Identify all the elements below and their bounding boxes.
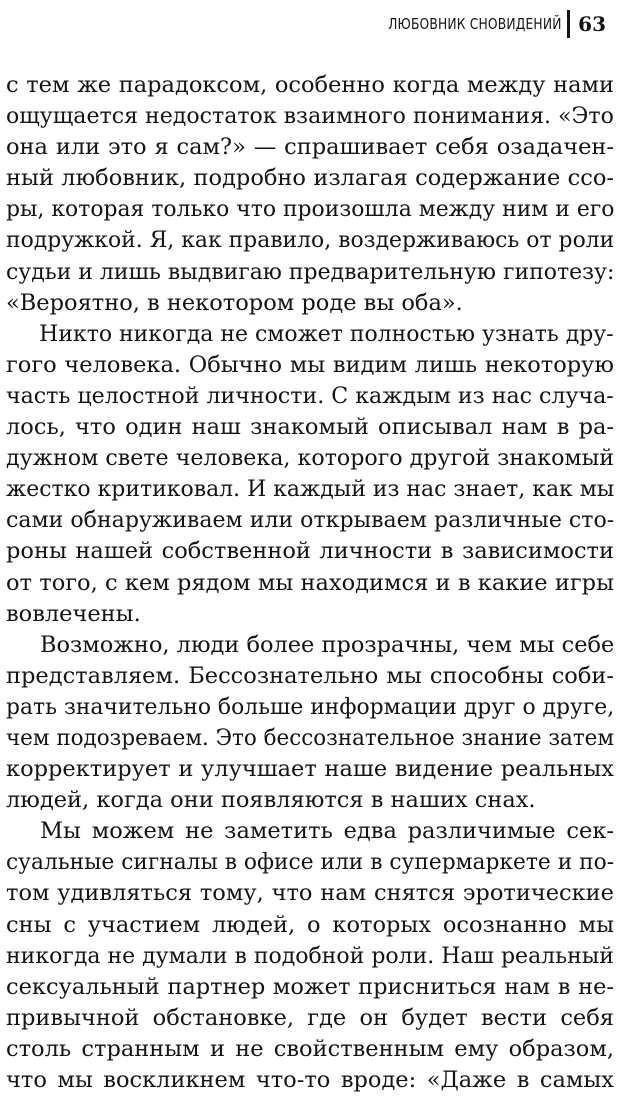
text-line: никогда не думали в подобной роли. Наш реальный: [6, 942, 614, 969]
text-line: людей, когда они появляются в наших снах.: [6, 787, 536, 814]
text-line: чем подозреваем. Это бессознательное знание затем: [6, 724, 615, 751]
text-line: столь странным и не свойственным ему образом,: [6, 1035, 614, 1062]
text-line: подружкой. Я, как правило, воздерживаюсь от роли: [6, 227, 615, 254]
text-line: Мы можем не заметить едва различимые сек-: [40, 818, 614, 845]
text-line: Никто никогда не сможет полностью узнать дру-: [39, 320, 614, 347]
header-rule: [567, 10, 570, 38]
text-line: ры, которая только что произошла между ним и его: [6, 196, 615, 223]
text-line: гого человека. Обычно мы видим лишь некоторую: [6, 351, 614, 378]
text-line: представляем. Бессознательно мы способны соби-: [6, 662, 614, 689]
text-line: ощущается недостаток взаимного понимания. «Это: [6, 103, 614, 130]
text-line: она или это я сам?» — спрашивает себя озадачен-: [6, 134, 614, 161]
text-line: том удивляться тому, что нам снятся эротические: [6, 880, 614, 907]
page-number: 63: [578, 12, 606, 36]
text-line: сами обнаруживаем или открываем различные сто-: [6, 507, 615, 534]
text-line: сны с участием людей, о которых осознанно мы: [6, 911, 614, 938]
text-line: рать значительно больше информации друг о друге,: [6, 693, 615, 720]
text-line: что мы воскликнем что-то вроде: «Даже в самых: [6, 1067, 614, 1093]
text-line: ный любовник, подробно излагая содержание ссо-: [6, 165, 614, 192]
text-line: судьи и лишь выдвигаю предварительную гипотезу:: [6, 258, 615, 285]
text-line: дужном свете человека, которого другой знакомый: [6, 445, 614, 472]
running-head: [350, 10, 606, 38]
body-text: [6, 70, 614, 1096]
text-line: сексуальный партнер может присниться нам в не-: [6, 973, 614, 1000]
text-line: лось, что один наш знакомый описывал нам в ра-: [6, 414, 614, 441]
book-title: ЛЮБОВНИК СНОВИДЕНИЙ: [387, 15, 562, 33]
text-line: часть целостной личности. С каждым из нас случа-: [6, 382, 614, 409]
text-line: «Вероятно, в некотором роде вы оба».: [6, 289, 463, 316]
text-line: жестко критиковал. И каждый из нас знает, как мы: [6, 476, 615, 503]
text-line: Возможно, люди более прозрачны, чем мы себе: [39, 631, 615, 658]
text-line: суальные сигналы в офисе или в супермаркете и по-: [6, 849, 615, 876]
text-line: привычной обстановке, где он будет вести себя: [6, 1004, 614, 1031]
text-line: с тем же парадоксом, особенно когда между нами: [6, 72, 614, 98]
text-line: от того, с кем рядом мы находимся и в какие игры: [6, 569, 614, 596]
text-line: вовлечены.: [6, 600, 141, 627]
text-line: корректирует и улучшает наше видение реальных: [6, 756, 614, 783]
text-line: роны нашей собственной личности в зависимости: [6, 538, 614, 565]
